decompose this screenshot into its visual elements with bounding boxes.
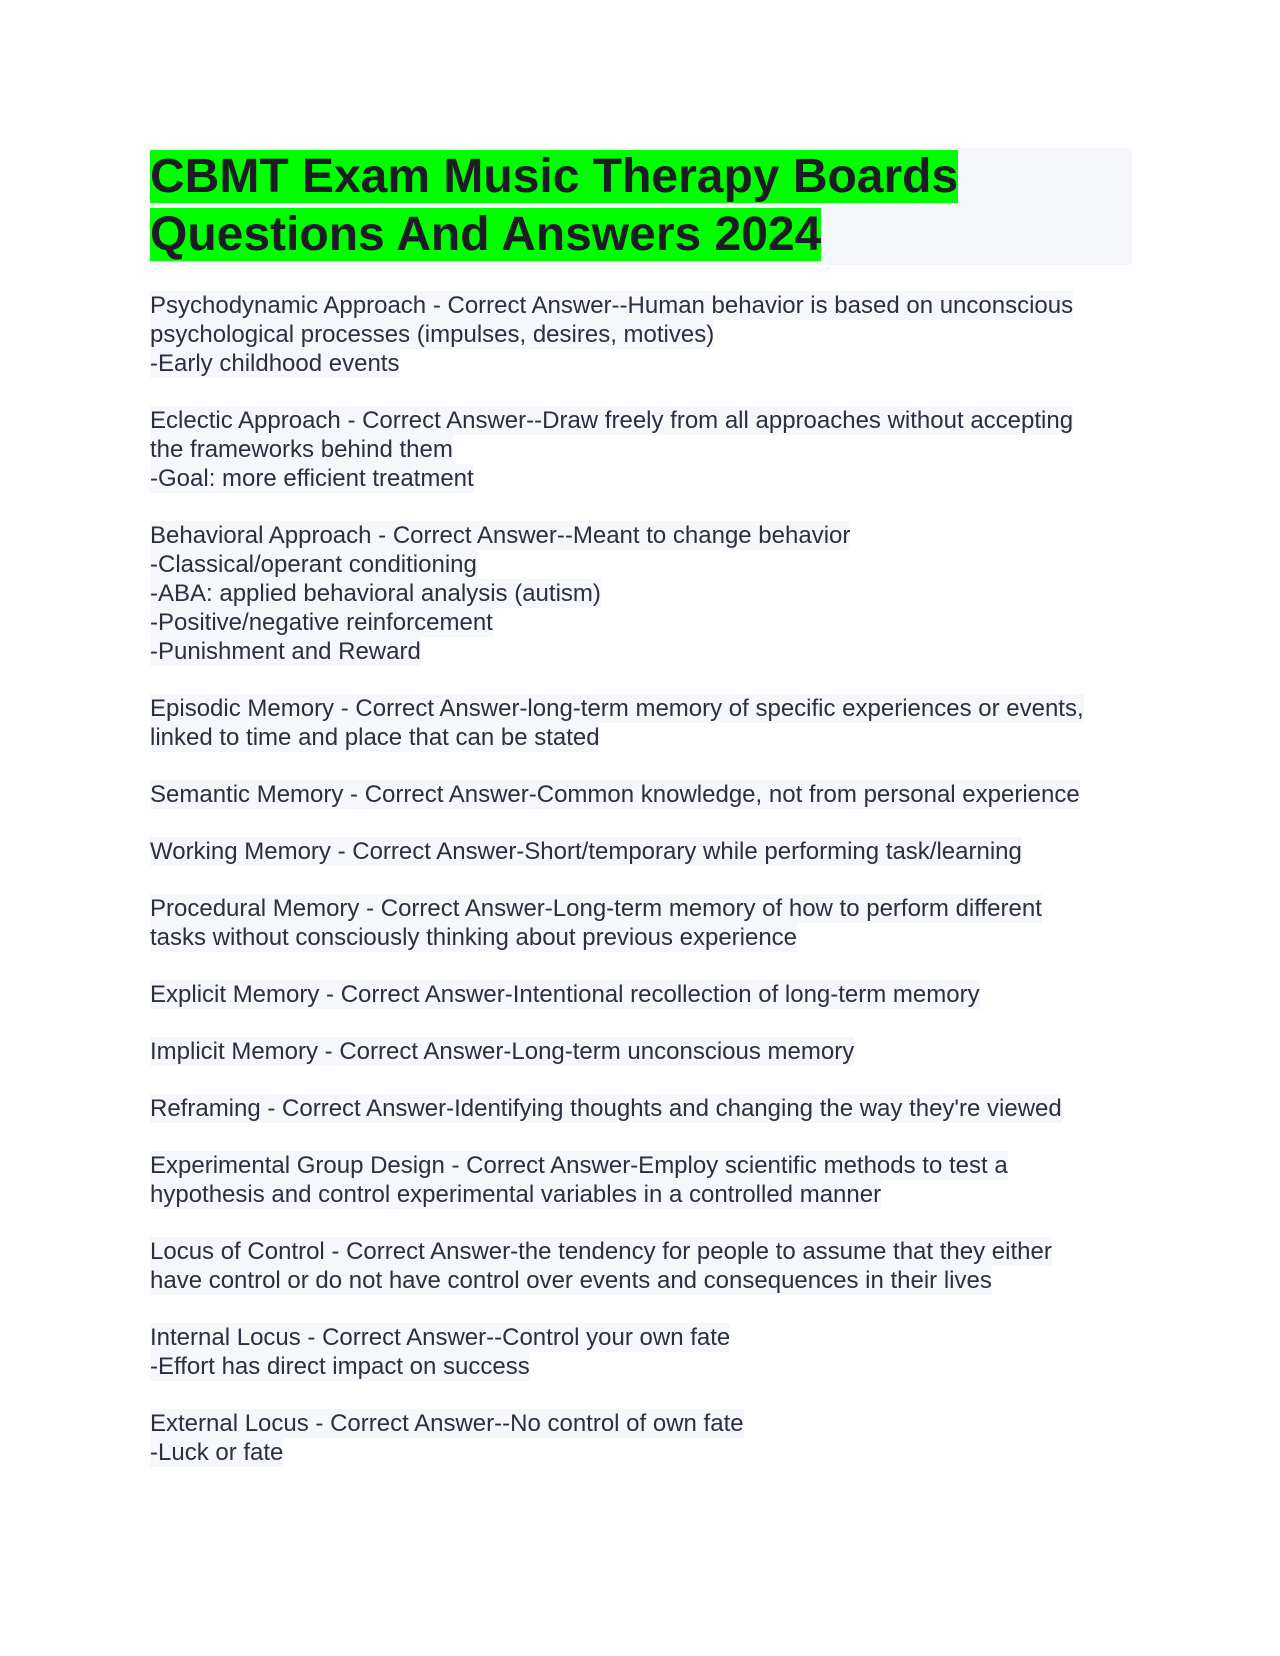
qa-entry-term-line: Reframing - Correct Answer-Identifying thoughts and changing the way they're viewed [150,1095,1062,1122]
qa-entry-detail-line: -Luck or fate [150,1439,284,1466]
qa-entry [150,1323,1132,1381]
qa-entry [150,406,1132,493]
qa-entry-list [150,291,1132,1467]
qa-entry [150,837,1132,866]
qa-entry-term-line: Procedural Memory - Correct Answer-Long-term memory of how to perform different [150,895,1042,922]
qa-entry-detail-line: have control or do not have control over events and consequences in their lives [150,1267,992,1294]
qa-entry [150,521,1132,666]
qa-entry-detail-line: -Positive/negative reinforcement [150,609,493,636]
qa-entry [150,980,1132,1009]
qa-entry-detail-line: -Classical/operant conditioning [150,551,477,578]
qa-entry-term-line: Working Memory - Correct Answer-Short/temporary while performing task/learning [150,838,1022,865]
qa-entry [150,780,1132,809]
qa-entry [150,291,1132,378]
title-line-1: CBMT Exam Music Therapy Boards [150,150,959,203]
qa-entry-term-line: Experimental Group Design - Correct Answer-Employ scientific methods to test a [150,1152,1008,1179]
qa-entry [150,1237,1132,1295]
qa-entry-term-line: Psychodynamic Approach - Correct Answer--Human behavior is based on unconscious [150,292,1074,319]
qa-entry-term-line: Episodic Memory - Correct Answer-long-term memory of specific experiences or events, [150,695,1084,722]
qa-entry-detail-line: tasks without consciously thinking about previous experience [150,924,798,951]
document-page [150,148,1132,1495]
qa-entry [150,1151,1132,1209]
qa-entry-term-line: Internal Locus - Correct Answer--Control your own fate [150,1324,731,1351]
qa-entry-term-line: Implicit Memory - Correct Answer-Long-term unconscious memory [150,1038,855,1065]
qa-entry-detail-line: hypothesis and control experimental variables in a controlled manner [150,1181,882,1208]
qa-entry [150,894,1132,952]
qa-entry [150,1409,1132,1467]
qa-entry [150,694,1132,752]
qa-entry-detail-line: the frameworks behind them [150,436,453,463]
qa-entry-detail-line: -ABA: applied behavioral analysis (autism) [150,580,601,607]
qa-entry-term-line: External Locus - Correct Answer--No control of own fate [150,1410,744,1437]
qa-entry-detail-line: psychological processes (impulses, desires, motives) [150,321,715,348]
qa-entry-term-line: Explicit Memory - Correct Answer-Intentional recollection of long-term memory [150,981,980,1008]
qa-entry-detail-line: -Goal: more efficient treatment [150,465,474,492]
qa-entry-term-line: Behavioral Approach - Correct Answer--Meant to change behavior [150,522,851,549]
qa-entry [150,1037,1132,1066]
title-line-2: Questions And Answers 2024 [150,208,822,261]
qa-entry-detail-line: -Punishment and Reward [150,638,421,665]
qa-entry-detail-line: linked to time and place that can be stated [150,724,600,751]
qa-entry-detail-line: -Effort has direct impact on success [150,1353,530,1380]
title-block [150,148,1132,265]
qa-entry-term-line: Semantic Memory - Correct Answer-Common knowledge, not from personal experience [150,781,1080,808]
qa-entry [150,1094,1132,1123]
qa-entry-term-line: Locus of Control - Correct Answer-the tendency for people to assume that they either [150,1238,1052,1265]
qa-entry-detail-line: -Early childhood events [150,350,400,377]
document-title [150,148,1132,264]
qa-entry-term-line: Eclectic Approach - Correct Answer--Draw freely from all approaches without accepting [150,407,1074,434]
